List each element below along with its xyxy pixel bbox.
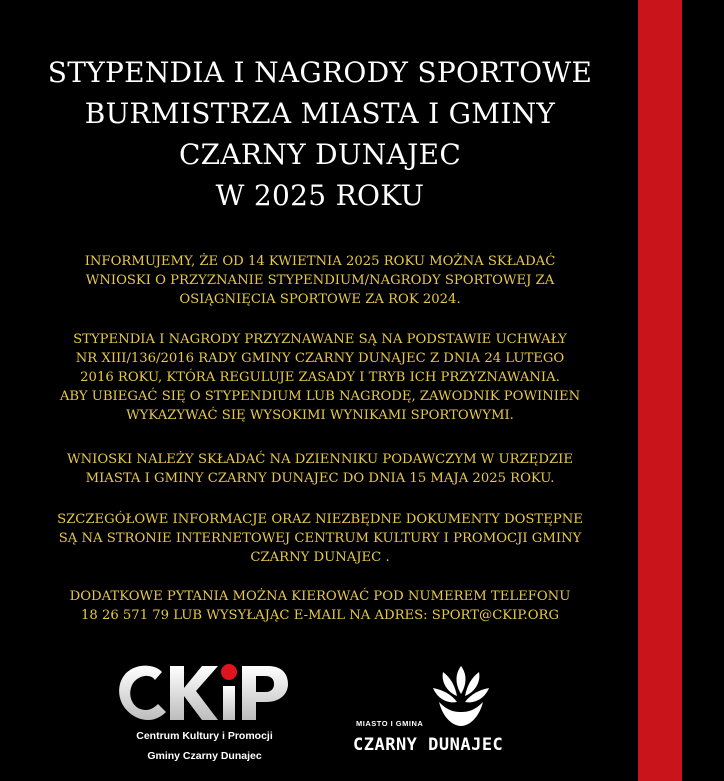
poster-title: [20, 52, 620, 216]
paragraph-line: SĄ NA STRONIE INTERNETOWEJ CENTRUM KULTURY I PROMOCJI GMINY: [58, 531, 582, 546]
ckip-wordmark-icon: [112, 658, 297, 730]
title-line: BURMISTRZA MIASTA I GMINY: [84, 97, 556, 130]
paragraph-line: 18 26 571 79 LUB WYSYŁAJĄC E-MAIL NA ADRES: SPORT@CKIP.ORG: [80, 608, 560, 623]
title-line: W 2025 ROKU: [215, 179, 425, 212]
czarny-dunajec-wordmark: CZARNY DUNAJEC: [353, 735, 504, 755]
czarny-dunajec-small-text: MIASTO I GMINA: [356, 719, 424, 728]
title-line: CZARNY DUNAJEC: [178, 138, 462, 171]
paragraph-line: MIASTA I GMINY CZARNY DUNAJEC DO DNIA 15 MAJA 2025 ROKU.: [85, 471, 555, 486]
paragraph-line: WNIOSKI O PRZYZNANIE STYPENDIUM/NAGRODY SPORTOWEJ ZA: [85, 273, 555, 288]
paragraph-line: INFORMUJEMY, ŻE OD 14 KWIETNIA 2025 ROKU MOŻNA SKŁADAĆ: [84, 254, 556, 269]
paragraph-line: WYKAZYWAĆ SIĘ WYSOKIMI WYNIKAMI SPORTOWYMI.: [126, 408, 514, 423]
paragraph-line: OSIĄGNIĘCIA SPORTOWE ZA ROK 2024.: [179, 292, 461, 307]
paragraph-line: 2016 ROKU, KTÓRA REGULUJE ZASADY I TRYB ICH PRZYZNAWANIA.: [80, 370, 560, 385]
ckip-subtitle-line1: Centrum Kultury i Promocji: [136, 730, 273, 742]
paragraph-line: WNIOSKI NALEŻY SKŁADAĆ NA DZIENNIKU PODAWCZYM W URZĘDZIE: [67, 452, 573, 467]
info-paragraph-details: [30, 510, 610, 567]
flower-icon: [425, 660, 497, 732]
paragraph-line: CZARNY DUNAJEC .: [250, 550, 390, 565]
info-paragraph-submission: [30, 450, 610, 488]
paragraph-line: SZCZEGÓŁOWE INFORMACJE ORAZ NIEZBĘDNE DOKUMENTY DOSTĘPNE: [57, 512, 583, 527]
paragraph-line: STYPENDIA I NAGRODY PRZYZNAWANE SĄ NA PODSTAWIE UCHWAŁY: [73, 332, 567, 347]
info-paragraph-dates: [30, 252, 610, 309]
ckip-logo: [112, 658, 297, 773]
red-stripe: [638, 0, 682, 781]
ckip-subtitle-line2: Gminy Czarny Dunajec: [147, 750, 262, 762]
paragraph-line: ABY UBIEGAĆ SIĘ O STYPENDIUM LUB NAGRODĘ, ZAWODNIK POWINIEN: [59, 389, 581, 404]
info-paragraph-contact: [30, 587, 610, 625]
info-paragraph-resolution: [30, 330, 610, 425]
paragraph-line: DODATKOWE PYTANIA MOŻNA KIEROWAĆ POD NUMEREM TELEFONU: [69, 589, 571, 604]
title-line: STYPENDIA I NAGRODY SPORTOWE: [47, 56, 593, 89]
paragraph-line: NR XIII/136/2016 RADY GMINY CZARNY DUNAJEC Z DNIA 24 LUTEGO: [75, 351, 565, 366]
